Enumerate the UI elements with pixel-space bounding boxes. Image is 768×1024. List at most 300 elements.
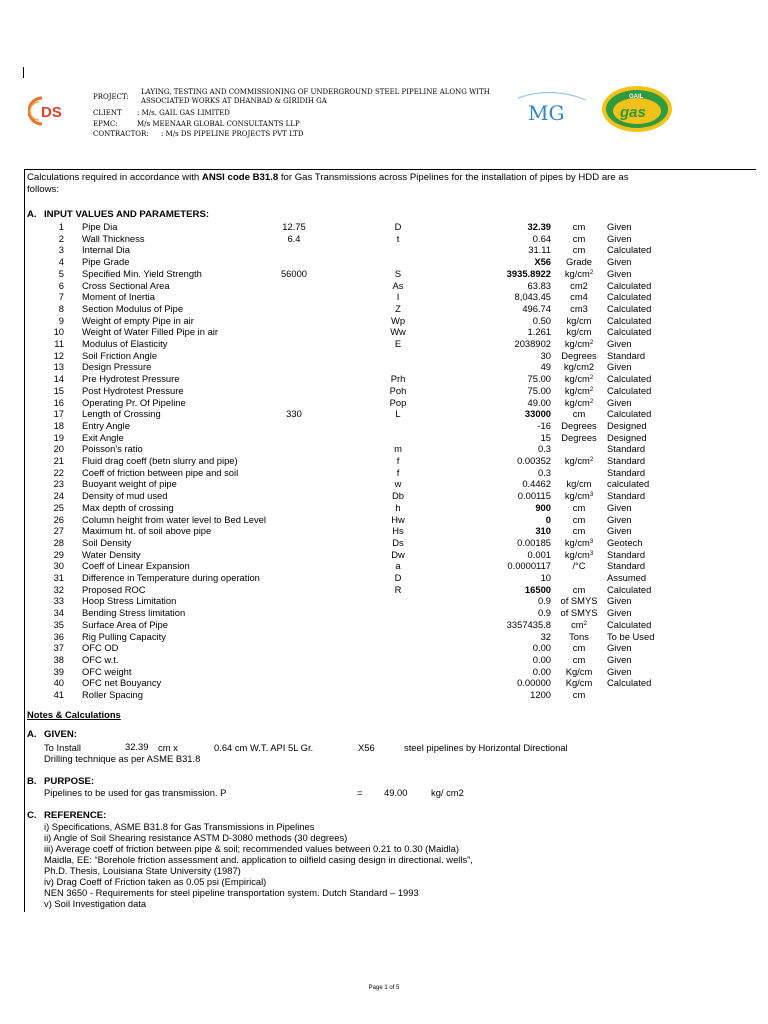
row-number: 40 <box>53 677 64 689</box>
parameter-row <box>0 244 768 256</box>
row-value: 32.39 <box>527 221 551 232</box>
purpose-letter: B. <box>27 776 37 787</box>
row-number: 29 <box>53 548 64 560</box>
row-number: 3 <box>58 244 64 256</box>
row-remark: Given <box>607 513 632 525</box>
row-number: 1 <box>58 221 64 232</box>
row-unit: cm <box>572 408 586 420</box>
row-value: 30 <box>540 349 551 361</box>
row-unit-superscript: 2 <box>589 398 594 405</box>
text-cursor <box>23 67 24 78</box>
row-number: 14 <box>53 373 64 385</box>
row-value: 1.261 <box>527 326 551 338</box>
row-value: 75.00 <box>527 384 551 396</box>
row-symbol: As <box>392 279 404 291</box>
reference-line: ii) Angle of Soil Shearing resistance ASTM D-3080 methods (30 degrees) <box>44 832 348 843</box>
parameter-row <box>0 689 768 701</box>
row-unit: Degrees <box>561 349 597 361</box>
reference-heading <box>27 810 106 821</box>
notes-title: Notes & Calculations <box>27 709 121 720</box>
row-unit: $kg/cm^3$ <box>564 536 594 548</box>
row-description: Exit Angle <box>82 431 124 443</box>
row-unit: cm <box>572 583 586 595</box>
row-number: 13 <box>53 361 64 373</box>
parameter-row <box>0 537 768 549</box>
row-number: 31 <box>53 572 64 583</box>
purpose-value: 49.00 <box>384 787 408 798</box>
row-value: 1200 <box>530 689 551 700</box>
row-symbol: Db <box>392 490 404 502</box>
row-description: Soil Friction Angle <box>82 349 158 361</box>
given-cm-x: cm x <box>158 742 178 753</box>
intro-prefix: Calculations required in accordance with <box>27 172 202 183</box>
purpose-unit: kg/ cm2 <box>431 787 464 798</box>
row-symbol: D <box>394 221 402 232</box>
row-value: 0.00 <box>532 642 551 654</box>
row-symbol: Wp <box>390 314 406 326</box>
parameter-row <box>0 432 768 444</box>
given-wt: 0.64 cm W.T. API 5L Gr. <box>214 742 314 753</box>
row-unit: cm <box>572 501 586 513</box>
parameter-row <box>0 631 768 643</box>
row-value: 0.9 <box>537 595 551 607</box>
row-value: 0.50 <box>532 314 551 326</box>
row-value: 75.00 <box>527 373 551 385</box>
row-unit-superscript: 2 <box>589 269 594 276</box>
row-unit: $kg/cm^2$ <box>564 373 594 385</box>
row-input-value: 12.75 <box>282 221 306 232</box>
row-description: Length of Crossing <box>82 408 161 420</box>
row-remark: Calculated <box>607 677 652 689</box>
row-description: Bending Stress limitation <box>82 607 186 619</box>
row-remark: Given <box>607 256 632 268</box>
contractor-label: CONTRACTOR: <box>93 130 149 138</box>
contractor-value: : M/s DS PIPELINE PROJECTS PVT LTD <box>161 130 304 138</box>
row-unit-superscript: 3 <box>589 550 594 557</box>
row-number: 6 <box>58 279 64 291</box>
row-remark: Designed <box>607 431 647 443</box>
row-remark: Standard <box>607 490 646 502</box>
purpose-heading <box>27 776 94 787</box>
row-value: 0.00 <box>532 653 551 665</box>
parameter-row <box>0 291 768 303</box>
row-symbol: Pop <box>389 396 407 408</box>
row-value: 49.00 <box>527 396 551 408</box>
row-number: 17 <box>53 408 64 420</box>
row-unit: cm <box>572 525 586 537</box>
parameter-row <box>0 373 768 385</box>
row-unit: cm <box>572 513 586 525</box>
row-symbol: Ds <box>392 536 404 548</box>
row-value: 15 <box>540 431 551 443</box>
row-remark: Given <box>607 642 632 654</box>
parameter-row <box>0 397 768 409</box>
row-description: Hoop Stress Limitation <box>82 595 177 607</box>
row-unit: $kg/cm^2$ <box>564 455 594 466</box>
row-description: Coeff of friction between pipe and soil <box>82 466 239 478</box>
row-unit: cm <box>572 244 586 256</box>
parameter-row <box>0 654 768 666</box>
row-value: 0.00000 <box>517 677 551 689</box>
row-unit: of SMYS <box>560 607 598 619</box>
parameter-row <box>0 642 768 654</box>
parameter-row <box>0 572 768 584</box>
row-value: 0.00 <box>532 665 551 677</box>
row-number: 12 <box>53 349 64 361</box>
row-remark: Standard <box>607 560 646 572</box>
parameter-row <box>0 478 768 490</box>
row-remark: Calculated <box>607 244 652 256</box>
row-description: Pre Hydrotest Pressure <box>82 373 180 385</box>
row-number: 2 <box>58 232 64 244</box>
reference-line: Ph.D. Thesis, Louisiana State University (1987) <box>44 865 241 876</box>
row-value: 3357435.8 <box>506 618 551 630</box>
reference-line: i) Specifications, ASME B31.8 for Gas Transmissions in Pipelines <box>44 821 315 832</box>
row-description: Section Modulus of Pipe <box>82 302 184 314</box>
row-description: Surface Area of Pipe <box>82 618 168 630</box>
parameter-row <box>0 666 768 678</box>
client-label: CLIENT <box>93 109 122 117</box>
row-number: 36 <box>53 630 64 642</box>
document-header <box>0 84 768 144</box>
row-remark: Calculated <box>607 373 652 385</box>
row-value: 0.0000117 <box>507 560 551 572</box>
row-number: 11 <box>54 338 64 349</box>
row-unit: cm <box>572 642 586 654</box>
top-rule <box>24 169 756 170</box>
row-value: 8,043.45 <box>514 291 551 303</box>
row-value: 31.11 <box>528 244 551 256</box>
parameter-row <box>0 361 768 373</box>
row-number: 10 <box>53 326 64 338</box>
row-number: 15 <box>53 384 64 396</box>
reference-line: iii) Average coeff of friction between pipe & soil; recommended values between 0.21 to 0.30 (Maidla) <box>44 843 459 854</box>
row-unit: $cm^2$ <box>571 618 587 630</box>
section-a-heading <box>27 209 209 220</box>
reference-line: v) Soil Investigation data <box>44 898 147 909</box>
row-remark: Given <box>607 607 632 619</box>
row-description: Operating Pr. Of Pipeline <box>82 396 186 408</box>
row-remark: Given <box>607 221 632 232</box>
row-value: 0.00185 <box>517 536 551 548</box>
row-symbol: a <box>395 560 401 572</box>
row-unit-superscript: 2 <box>583 620 587 627</box>
parameter-row <box>0 303 768 315</box>
row-description: Water Density <box>82 548 141 560</box>
given-tail: steel pipelines by Horizontal Directional <box>404 742 568 753</box>
client-value: : M/s. GAIL GAS LIMITED <box>137 109 230 117</box>
row-description: Soil Density <box>82 536 132 548</box>
row-symbol: Hw <box>391 513 405 525</box>
row-remark: Calculated <box>607 618 652 630</box>
intro-code: ANSI code B31.8 <box>201 172 279 183</box>
row-number: 35 <box>53 618 64 630</box>
parameter-row <box>0 677 768 689</box>
parameter-row <box>0 315 768 327</box>
row-description: OFC OD <box>82 642 119 654</box>
row-symbol: I <box>396 291 400 303</box>
row-symbol: w <box>394 478 402 490</box>
row-value: -16 <box>537 419 551 431</box>
parameter-row <box>0 525 768 537</box>
row-symbol: Z <box>395 302 401 314</box>
row-value: 0.001 <box>527 548 551 560</box>
row-unit: $kg/cm^2$ <box>564 384 594 396</box>
gail-gas-logo <box>600 84 674 134</box>
parameter-row <box>0 443 768 455</box>
row-remark: Standard <box>607 548 646 560</box>
parameter-row <box>0 584 768 596</box>
row-remark: calculated <box>607 478 650 490</box>
parameter-row <box>0 607 768 619</box>
row-value: 32 <box>540 630 551 642</box>
row-symbol: Prh <box>390 373 406 385</box>
row-number: 38 <box>53 653 64 665</box>
row-unit: cm4 <box>570 291 588 303</box>
row-value: 33000 <box>524 408 551 420</box>
project-line-1: LAYING, TESTING AND COMMISSIONING OF UNDERGROUND STEEL PIPELINE ALONG WITH <box>141 88 490 96</box>
row-remark: Given <box>607 653 632 665</box>
row-number: 24 <box>53 490 64 502</box>
row-number: 21 <box>53 455 64 466</box>
row-number: 8 <box>58 302 64 314</box>
project-line-2: ASSOCIATED WORKS AT DHANBAD & GIRIDIH GA <box>141 97 327 105</box>
row-number: 33 <box>53 595 64 607</box>
given-grade: X56 <box>358 742 375 753</box>
row-unit: Kg/cm <box>565 677 593 689</box>
section-title: INPUT VALUES AND PARAMETERS: <box>44 209 210 220</box>
row-symbol: Ww <box>390 326 406 338</box>
row-value: 3935.8922 <box>506 267 551 279</box>
row-unit-superscript: 3 <box>589 492 594 499</box>
row-description: Weight of Water Filled Pipe in air <box>82 326 218 338</box>
row-remark: Given <box>607 595 632 607</box>
row-remark: Given <box>607 232 632 244</box>
intro-suffix: for Gas Transmissions across Pipelines for the installation of pipes by HDD are as follows: <box>27 172 629 195</box>
row-number: 37 <box>53 642 64 654</box>
row-description: Coeff of Linear Expansion <box>82 560 190 572</box>
page-footer: Page 1 of 5 <box>368 985 400 991</box>
mg-logo <box>514 92 590 126</box>
row-description: OFC w.t. <box>82 653 119 665</box>
row-unit: kg/cm2 <box>563 361 595 373</box>
row-remark: Designed <box>607 419 647 431</box>
parameter-row <box>0 338 768 350</box>
row-description: Internal Dia <box>82 244 130 256</box>
purpose-title: PURPOSE: <box>44 776 95 787</box>
row-number: 4 <box>58 256 64 268</box>
parameter-row <box>0 490 768 502</box>
row-unit: cm <box>572 221 586 232</box>
row-value: 310 <box>535 525 551 537</box>
row-unit: $kg/cm^3$ <box>564 548 594 560</box>
row-value: 0.64 <box>532 232 551 244</box>
row-number: 18 <box>53 419 64 431</box>
row-remark: Assumed <box>607 572 647 583</box>
row-value: 49 <box>540 361 551 373</box>
row-number: 20 <box>53 443 64 455</box>
row-number: 26 <box>53 513 64 525</box>
row-remark: Standard <box>607 443 646 455</box>
row-description: Wall Thickness <box>82 232 145 244</box>
row-value: 10 <box>540 572 551 583</box>
row-remark: Calculated <box>607 326 652 338</box>
row-symbol: m <box>394 443 402 455</box>
row-number: 5 <box>58 267 64 279</box>
given-dia: 32.39 <box>125 741 149 752</box>
row-value: X56 <box>534 256 551 268</box>
reference-line: iv) Drag Coeff of Friction taken as 0.05 psi (Empirical) <box>44 876 267 887</box>
row-number: 28 <box>53 536 64 548</box>
row-number: 30 <box>53 560 64 572</box>
row-description: Buoyant weight of pipe <box>82 478 177 490</box>
parameter-row <box>0 560 768 572</box>
parameter-row <box>0 514 768 526</box>
parameter-row <box>0 268 768 280</box>
row-unit: kg/cm <box>566 314 592 326</box>
row-unit: cm <box>572 232 586 244</box>
row-description: Cross Sectional Area <box>82 279 170 291</box>
row-unit: kg/cm <box>566 326 592 338</box>
row-symbol: f <box>396 466 400 478</box>
given-to-install: To Install <box>44 742 81 753</box>
row-symbol: Dw <box>391 548 405 560</box>
row-description: Design Pressure <box>82 361 152 373</box>
row-description: Entry Angle <box>82 419 130 431</box>
row-unit: cm <box>572 653 586 665</box>
row-value: 0.00115 <box>517 490 551 502</box>
reference-letter: C. <box>27 810 37 821</box>
row-description: Roller Spacing <box>82 689 143 700</box>
row-description: OFC net Bouyancy <box>82 677 162 689</box>
row-number: 23 <box>53 478 64 490</box>
row-remark: To be Used <box>607 630 655 642</box>
row-value: 2038902 <box>514 338 551 349</box>
row-symbol: h <box>395 501 401 513</box>
parameter-row <box>0 455 768 467</box>
parameter-row <box>0 549 768 561</box>
row-value: 496.74 <box>522 302 551 314</box>
parameter-row <box>0 326 768 338</box>
row-remark: Calculated <box>607 279 652 291</box>
row-remark: Given <box>607 267 632 279</box>
row-value: 0.3 <box>537 443 551 455</box>
ds-logo <box>28 94 76 128</box>
row-symbol: Poh <box>389 384 407 396</box>
parameter-row <box>0 221 768 233</box>
parameter-row <box>0 280 768 292</box>
row-number: 32 <box>53 583 64 595</box>
parameter-row <box>0 502 768 514</box>
row-unit: $kg/cm^2$ <box>564 267 594 279</box>
row-remark: Given <box>607 361 632 373</box>
row-unit: Degrees <box>561 431 597 443</box>
row-description: Rig Pulling Capacity <box>82 630 166 642</box>
given-line-2: Drilling technique as per ASME B31.8 <box>44 753 201 764</box>
row-symbol: Hs <box>392 525 404 537</box>
row-unit-superscript: 3 <box>589 538 594 545</box>
row-description: Modulus of Elasticity <box>82 338 168 349</box>
row-unit: kg/cm <box>566 478 592 490</box>
row-remark: Given <box>607 501 632 513</box>
parameter-row <box>0 595 768 607</box>
row-remark: Given <box>607 665 632 677</box>
row-remark: Calculated <box>607 291 652 303</box>
row-symbol: D <box>394 572 402 583</box>
row-description: Proposed ROC <box>82 583 146 595</box>
row-remark: Calculated <box>607 314 652 326</box>
row-remark: Given <box>607 338 632 349</box>
parameter-row <box>0 385 768 397</box>
row-number: 9 <box>58 314 64 326</box>
row-description: OFC weight <box>82 665 132 677</box>
row-value: 16500 <box>524 583 551 595</box>
parameter-row <box>0 420 768 432</box>
row-input-value: 330 <box>286 408 302 420</box>
row-description: Post Hydrotest Pressure <box>82 384 184 396</box>
row-description: Difference in Temperature during operation <box>82 572 260 583</box>
epmc-value: M/s MEENAAR GLOBAL CONSULTANTS LLP <box>137 120 300 128</box>
row-description: Specified Min. Yield Strength <box>82 267 202 279</box>
row-remark: Given <box>607 525 632 537</box>
row-unit-superscript: 2 <box>589 386 594 393</box>
mg-logo-text: MG <box>528 101 565 125</box>
row-symbol: R <box>394 583 402 595</box>
row-unit: Kg/cm <box>565 665 593 677</box>
row-unit: Grade <box>565 256 593 268</box>
row-unit-superscript: 2 <box>589 375 594 382</box>
row-remark: Calculated <box>607 384 652 396</box>
row-description: Weight of empty Pipe in air <box>82 314 194 326</box>
row-unit: cm2 <box>570 279 588 291</box>
purpose-eq: = <box>357 787 363 798</box>
parameter-row <box>0 619 768 631</box>
parameter-row <box>0 233 768 245</box>
row-remark: Calculated <box>607 583 652 595</box>
row-description: Pipe Grade <box>82 256 130 268</box>
parameter-row <box>0 350 768 362</box>
reference-title: REFERENCE: <box>44 810 107 821</box>
row-number: 39 <box>53 665 64 677</box>
row-description: Column height from water level to Bed Level <box>82 513 266 525</box>
intro-paragraph <box>27 172 659 196</box>
row-value: 900 <box>535 501 551 513</box>
row-symbol: E <box>394 338 402 349</box>
row-number: 27 <box>53 525 64 537</box>
row-unit: $kg/cm^2$ <box>564 338 594 349</box>
row-description: Max depth of crossing <box>82 501 174 513</box>
row-unit: $kg/cm^2$ <box>564 396 594 408</box>
row-description: Pipe Dia <box>82 221 118 232</box>
row-remark: Given <box>607 396 632 408</box>
row-unit: cm <box>572 689 586 700</box>
row-value: 0.9 <box>537 607 551 619</box>
given-title: GIVEN: <box>44 729 78 740</box>
row-remark: Calculated <box>607 408 652 420</box>
reference-line: Maidla, EE: “Borehole friction assessment and. application to oilfield casing design in directional. wells”, <box>44 854 473 865</box>
row-unit: Tons <box>569 630 589 642</box>
row-description: Moment of Inertia <box>82 291 155 303</box>
row-unit: of SMYS <box>560 595 598 607</box>
row-number: 41 <box>53 689 64 700</box>
row-value: 63.83 <box>527 279 551 291</box>
row-input-value: 56000 <box>280 267 308 279</box>
row-symbol: L <box>395 408 401 420</box>
row-value: 0.4462 <box>522 478 551 490</box>
row-number: 25 <box>53 501 64 513</box>
row-symbol: S <box>394 267 402 279</box>
parameter-row <box>0 467 768 479</box>
